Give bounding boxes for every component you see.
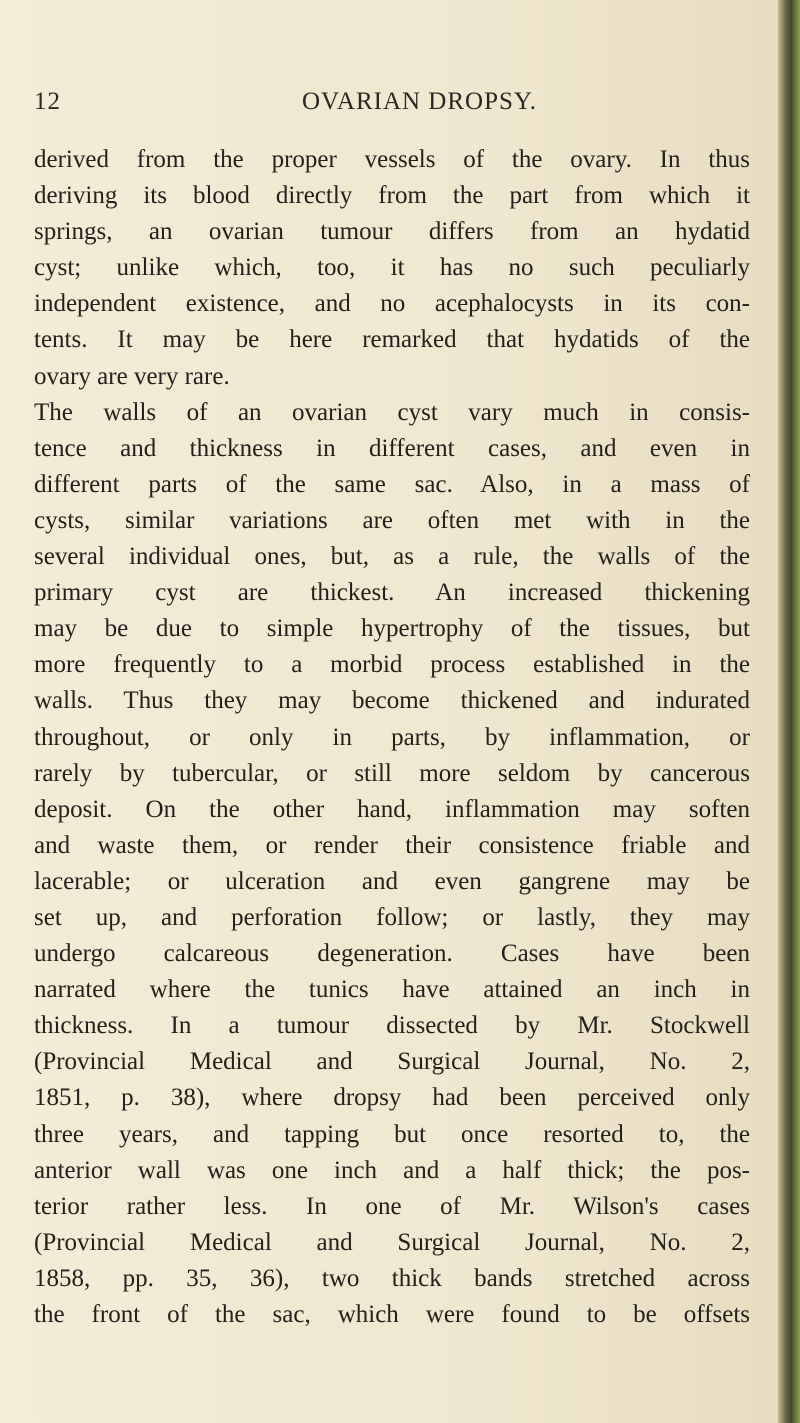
text-line: 1851, p. 38), where dropsy had been perceived only [34,1084,750,1112]
body-text [34,142,750,1333]
page-header [34,88,754,128]
text-line: independent existence, and no acephalocysts in its con- [34,290,750,318]
text-line: (Provincial Medical and Surgical Journal, No. 2, [34,1228,750,1256]
text-line: 1858, pp. 35, 36), two thick bands stretched across [34,1264,750,1292]
text-line: cyst; unlike which, too, it has no such peculiarly [34,254,750,282]
text-line: thickness. In a tumour dissected by Mr. Stockwell [34,1012,750,1040]
text-line: three years, and tapping but once resorted to, the [34,1120,750,1148]
text-line: narrated where the tunics have attained an inch in [34,976,750,1004]
text-line: ovary are very rare. [34,362,230,390]
text-line: derived from the proper vessels of the ovary. In thus [34,146,750,173]
text-line: lacerable; or ulceration and even gangrene may be [34,867,750,895]
text-line: primary cyst are thickest. An increased thickening [34,579,750,607]
text-line: throughout, or only in parts, by inflammation, or [34,723,750,751]
text-line: the front of the sac, which were found to be offsets [34,1301,750,1328]
text-line: rarely by tubercular, or still more seldom by cancerous [34,759,750,787]
text-line: walls. Thus they may become thickened and indurated [34,687,750,715]
text-line: deriving its blood directly from the part from which it [34,182,750,210]
text-line: The walls of an ovarian cyst vary much in consis- [34,398,750,426]
text-line: set up, and perforation follow; or lastly, they may [34,903,750,931]
running-head: OVARIAN DROPSY. [302,88,537,115]
text-line: more frequently to a morbid process established in the [34,651,750,679]
text-line: different parts of the same sac. Also, in a mass of [34,470,750,498]
text-line: tence and thickness in different cases, and even in [34,434,750,462]
text-line: terior rather less. In one of Mr. Wilson's cases [34,1192,750,1220]
page-edge [778,0,800,1423]
text-line: several individual ones, but, as a rule, the walls of the [34,543,750,571]
page-number: 12 [34,88,61,115]
text-line: cysts, similar variations are often met with in the [34,506,750,534]
text-line: anterior wall was one inch and a half thick; the pos- [34,1156,750,1184]
text-line: and waste them, or render their consistence friable and [34,831,750,859]
text-line: springs, an ovarian tumour differs from an hydatid [34,218,750,246]
text-line: deposit. On the other hand, inflammation may soften [34,795,750,823]
text-line: undergo calcareous degeneration. Cases have been [34,940,750,968]
text-line: may be due to simple hypertrophy of the tissues, but [34,615,750,643]
text-line: (Provincial Medical and Surgical Journal, No. 2, [34,1048,750,1076]
text-line: tents. It may be here remarked that hydatids of the [34,326,750,354]
